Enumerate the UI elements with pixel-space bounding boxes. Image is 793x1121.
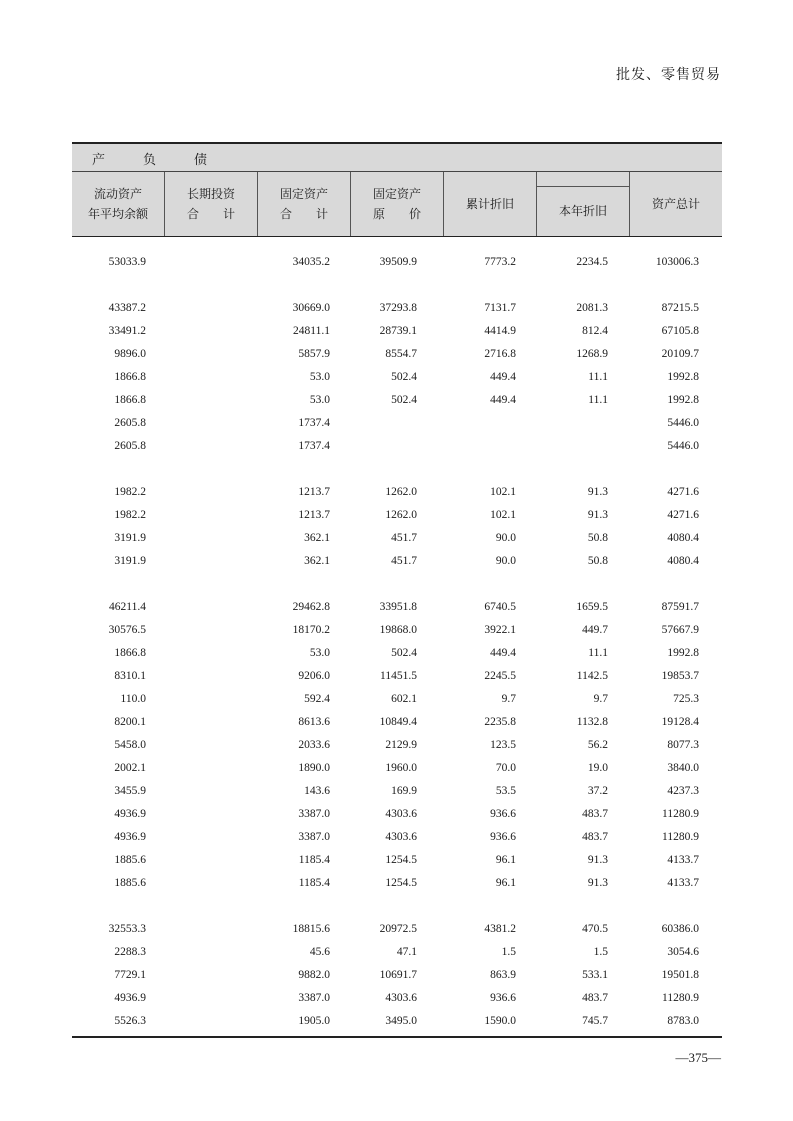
table-cell: 110.0 <box>120 693 146 705</box>
table-cell: 1866.8 <box>114 647 146 659</box>
table-cell: 24811.1 <box>293 325 330 337</box>
table-cell: 1905.0 <box>298 1015 330 1027</box>
section-title: 批发、零售贸易 <box>616 68 721 83</box>
table-cell: 123.5 <box>490 739 516 751</box>
table-cell: 936.6 <box>490 831 516 843</box>
table-cell: 1213.7 <box>298 509 330 521</box>
table-bottom-rule <box>72 1036 722 1038</box>
table-cell: 2002.1 <box>114 762 146 774</box>
table-cell: 1185.4 <box>298 854 330 866</box>
table-row <box>72 988 722 1010</box>
table-cell: 502.4 <box>391 647 417 659</box>
table-cell: 2234.5 <box>576 256 608 268</box>
table-cell: 8077.3 <box>667 739 699 751</box>
table-cell: 3387.0 <box>298 808 330 820</box>
table-cell: 1262.0 <box>385 509 417 521</box>
table-cell: 5526.3 <box>114 1015 146 1027</box>
table-cell: 8783.0 <box>667 1015 699 1027</box>
table-cell: 3054.6 <box>667 946 699 958</box>
table-cell: 9882.0 <box>298 969 330 981</box>
table-row <box>72 850 722 872</box>
column-header-row <box>72 172 722 237</box>
table-row <box>72 413 722 435</box>
table-cell: 1982.2 <box>114 509 146 521</box>
table-row <box>72 321 722 343</box>
table-cell: 812.4 <box>582 325 608 337</box>
table-cell: 483.7 <box>582 808 608 820</box>
table-cell: 470.5 <box>582 923 608 935</box>
table-row <box>72 344 722 366</box>
table-cell: 4080.4 <box>667 532 699 544</box>
table-cell: 10691.7 <box>379 969 417 981</box>
table-cell: 1982.2 <box>114 486 146 498</box>
table-row <box>72 666 722 688</box>
column-header-fixed-assets-total: 固定资产 合 计 <box>258 172 351 236</box>
table-cell: 4936.9 <box>114 808 146 820</box>
table-cell: 4080.4 <box>667 555 699 567</box>
table-cell: 87591.7 <box>661 601 699 613</box>
table-cell: 96.1 <box>495 854 516 866</box>
table-cell: 90.0 <box>495 555 516 567</box>
table-cell: 57667.9 <box>661 624 699 636</box>
table-cell: 725.3 <box>673 693 699 705</box>
table-cell: 30576.5 <box>108 624 146 636</box>
column-header-annual-depreciation: 本年折旧 <box>537 172 630 236</box>
table-cell: 19128.4 <box>661 716 699 728</box>
table-cell: 34035.2 <box>292 256 330 268</box>
table-cell: 449.7 <box>582 624 608 636</box>
group-header-char: 债 <box>194 152 208 167</box>
table-cell: 5857.9 <box>298 348 330 360</box>
table-cell: 4303.6 <box>385 831 417 843</box>
table-cell: 1142.5 <box>576 670 608 682</box>
table-cell: 8554.7 <box>385 348 417 360</box>
table-cell: 2605.8 <box>114 440 146 452</box>
table-cell: 1885.6 <box>114 854 146 866</box>
table-cell: 11451.5 <box>380 670 417 682</box>
table-cell: 10849.4 <box>379 716 417 728</box>
group-header-char: 负 <box>143 152 157 167</box>
table-row <box>72 781 722 803</box>
table-cell: 46211.4 <box>109 601 146 613</box>
table-cell: 9896.0 <box>114 348 146 360</box>
table-cell: 50.8 <box>587 532 608 544</box>
table-cell: 4271.6 <box>667 486 699 498</box>
table-row <box>72 942 722 964</box>
table-row <box>72 551 722 573</box>
table-cell: 4271.6 <box>667 509 699 521</box>
table-cell: 19.0 <box>587 762 608 774</box>
group-header-char: 产 <box>92 152 106 167</box>
table-cell: 1992.8 <box>667 394 699 406</box>
table-cell: 5446.0 <box>667 440 699 452</box>
table-row <box>72 528 722 550</box>
table-row <box>72 873 722 895</box>
group-header-row <box>72 144 722 172</box>
header-sub-divider <box>536 186 629 187</box>
table-cell: 33951.8 <box>379 601 417 613</box>
table-cell: 1.5 <box>501 946 516 958</box>
table-cell: 18815.6 <box>292 923 330 935</box>
table-cell: 11280.9 <box>662 808 699 820</box>
table-cell: 67105.8 <box>661 325 699 337</box>
table-row <box>72 390 722 412</box>
table-cell: 936.6 <box>490 992 516 1004</box>
table-cell: 8200.1 <box>114 716 146 728</box>
table-cell: 502.4 <box>391 371 417 383</box>
table-row <box>72 298 722 320</box>
table-cell: 451.7 <box>391 532 417 544</box>
table-cell: 45.6 <box>309 946 330 958</box>
table-cell: 91.3 <box>587 486 608 498</box>
table-cell: 91.3 <box>587 877 608 889</box>
table-cell: 96.1 <box>495 877 516 889</box>
table-cell: 39509.9 <box>379 256 417 268</box>
table-cell: 592.4 <box>304 693 330 705</box>
table-cell: 1254.5 <box>385 854 417 866</box>
table-cell: 9206.0 <box>298 670 330 682</box>
table-cell: 4303.6 <box>385 808 417 820</box>
table-cell: 533.1 <box>582 969 608 981</box>
table-cell: 53.0 <box>309 394 330 406</box>
table-row <box>72 620 722 642</box>
table-cell: 50.8 <box>587 555 608 567</box>
table-cell: 19853.7 <box>661 670 699 682</box>
table-row <box>72 252 722 274</box>
table-cell: 53.0 <box>309 371 330 383</box>
table-cell: 91.3 <box>587 509 608 521</box>
table-cell: 18170.2 <box>292 624 330 636</box>
table-cell: 1866.8 <box>114 394 146 406</box>
table-cell: 11.1 <box>588 394 608 406</box>
table-cell: 451.7 <box>391 555 417 567</box>
table-cell: 20972.5 <box>379 923 417 935</box>
table-cell: 3387.0 <box>298 992 330 1004</box>
table-cell: 483.7 <box>582 992 608 1004</box>
table-cell: 4936.9 <box>114 831 146 843</box>
table-row <box>72 689 722 711</box>
table-row <box>72 367 722 389</box>
table-cell: 37293.8 <box>379 302 417 314</box>
table-cell: 33491.2 <box>108 325 146 337</box>
table-cell: 483.7 <box>582 831 608 843</box>
table-cell: 1659.5 <box>576 601 608 613</box>
table-cell: 87215.5 <box>661 302 699 314</box>
table-cell: 9.7 <box>501 693 516 705</box>
table-cell: 449.4 <box>490 394 516 406</box>
table-cell: 102.1 <box>490 486 516 498</box>
table-cell: 11280.9 <box>662 831 699 843</box>
table-row <box>72 804 722 826</box>
table-cell: 2716.8 <box>484 348 516 360</box>
table-row <box>72 919 722 941</box>
table-cell: 5458.0 <box>114 739 146 751</box>
table-row <box>72 712 722 734</box>
table-cell: 745.7 <box>582 1015 608 1027</box>
table-cell: 863.9 <box>490 969 516 981</box>
table-cell: 5446.0 <box>667 417 699 429</box>
table-cell: 53.5 <box>495 785 516 797</box>
column-header-total-assets: 资产总计 <box>651 197 700 211</box>
table-row <box>72 505 722 527</box>
table-cell: 11280.9 <box>662 992 699 1004</box>
table-cell: 1254.5 <box>385 877 417 889</box>
table-row <box>72 643 722 665</box>
table-cell: 20109.7 <box>661 348 699 360</box>
table-cell: 1590.0 <box>484 1015 516 1027</box>
table-cell: 1268.9 <box>576 348 608 360</box>
table-cell: 32553.3 <box>108 923 146 935</box>
table-cell: 602.1 <box>391 693 417 705</box>
table-cell: 4237.3 <box>667 785 699 797</box>
table-row <box>72 965 722 987</box>
table-cell: 11.1 <box>588 647 608 659</box>
table-cell: 7773.2 <box>484 256 516 268</box>
table-row <box>72 758 722 780</box>
table-cell: 936.6 <box>490 808 516 820</box>
table-cell: 4133.7 <box>667 854 699 866</box>
table-cell: 1737.4 <box>298 417 330 429</box>
table-cell: 30669.0 <box>292 302 330 314</box>
table-cell: 103006.3 <box>655 256 699 268</box>
table-cell: 70.0 <box>495 762 516 774</box>
column-header-current-assets: 流动资产 年平均余额 <box>72 172 165 236</box>
table-cell: 37.2 <box>587 785 608 797</box>
table-cell: 60386.0 <box>661 923 699 935</box>
table-cell: 3387.0 <box>298 831 330 843</box>
table-cell: 1185.4 <box>298 877 330 889</box>
table-row <box>72 482 722 504</box>
table-cell: 6740.5 <box>484 601 516 613</box>
table-row <box>72 436 722 458</box>
table-cell: 2129.9 <box>385 739 417 751</box>
table-cell: 2235.8 <box>484 716 516 728</box>
table-cell: 1885.6 <box>114 877 146 889</box>
table-cell: 3191.9 <box>114 555 146 567</box>
table-cell: 19501.8 <box>661 969 699 981</box>
table-cell: 362.1 <box>304 555 330 567</box>
table-cell: 1213.7 <box>298 486 330 498</box>
table-cell: 3840.0 <box>667 762 699 774</box>
table-cell: 53.0 <box>309 647 330 659</box>
column-header-long-term-investment: 长期投资 合 计 <box>165 172 258 236</box>
table-cell: 4381.2 <box>484 923 516 935</box>
table-cell: 9.7 <box>593 693 608 705</box>
table-cell: 1737.4 <box>298 440 330 452</box>
table-cell: 1960.0 <box>385 762 417 774</box>
table-cell: 2245.5 <box>484 670 516 682</box>
table-cell: 362.1 <box>304 532 330 544</box>
table-cell: 169.9 <box>391 785 417 797</box>
table-cell: 56.2 <box>587 739 608 751</box>
table-cell: 19868.0 <box>379 624 417 636</box>
column-header-accumulated-depreciation: 累计折旧 <box>444 172 537 236</box>
table-cell: 449.4 <box>490 647 516 659</box>
table-cell: 28739.1 <box>379 325 417 337</box>
table-cell: 8310.1 <box>114 670 146 682</box>
table-cell: 90.0 <box>495 532 516 544</box>
table-row <box>72 735 722 757</box>
table-cell: 1866.8 <box>114 371 146 383</box>
table-cell: 102.1 <box>490 509 516 521</box>
table-cell: 1992.8 <box>667 371 699 383</box>
table-row <box>72 827 722 849</box>
table-cell: 1992.8 <box>667 647 699 659</box>
table-cell: 7131.7 <box>484 302 516 314</box>
table-cell: 53033.9 <box>108 256 146 268</box>
column-header-fixed-assets-original: 固定资产 原 价 <box>351 172 444 236</box>
table-cell: 1132.8 <box>576 716 608 728</box>
table-cell: 47.1 <box>396 946 417 958</box>
table-cell: 4303.6 <box>385 992 417 1004</box>
table-cell: 2033.6 <box>298 739 330 751</box>
page-number: —375— <box>675 1050 721 1065</box>
table-cell: 11.1 <box>588 371 608 383</box>
table-cell: 8613.6 <box>298 716 330 728</box>
table-cell: 29462.8 <box>292 601 330 613</box>
table-cell: 2081.3 <box>576 302 608 314</box>
table-cell: 3495.0 <box>385 1015 417 1027</box>
table-cell: 502.4 <box>391 394 417 406</box>
table-cell: 3191.9 <box>114 532 146 544</box>
table-cell: 4414.9 <box>484 325 516 337</box>
table-cell: 2605.8 <box>114 417 146 429</box>
table-cell: 7729.1 <box>114 969 146 981</box>
table-cell: 3455.9 <box>114 785 146 797</box>
table-cell: 4936.9 <box>114 992 146 1004</box>
table-cell: 43387.2 <box>108 302 146 314</box>
table-cell: 3922.1 <box>484 624 516 636</box>
table-cell: 1.5 <box>593 946 608 958</box>
table-cell: 91.3 <box>587 854 608 866</box>
table-row <box>72 1011 722 1033</box>
table-cell: 143.6 <box>304 785 330 797</box>
table-cell: 1890.0 <box>298 762 330 774</box>
table-cell: 449.4 <box>490 371 516 383</box>
table-row <box>72 597 722 619</box>
table-cell: 2288.3 <box>114 946 146 958</box>
table-cell: 1262.0 <box>385 486 417 498</box>
table-cell: 4133.7 <box>667 877 699 889</box>
